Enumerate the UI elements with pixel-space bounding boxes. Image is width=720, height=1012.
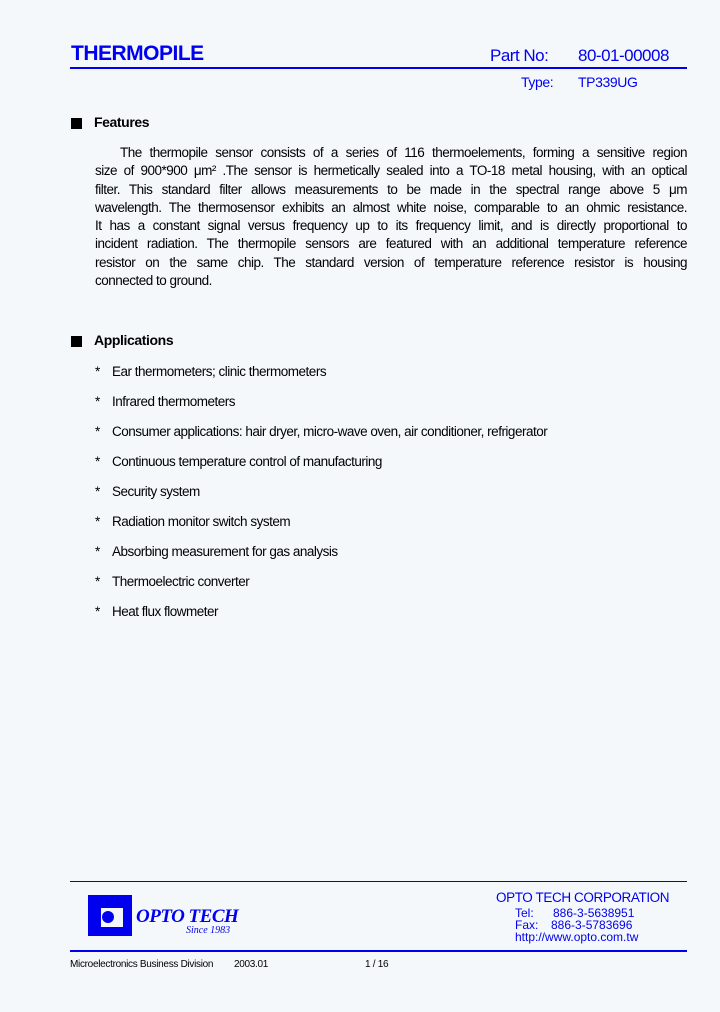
part-no-label: Part No: bbox=[490, 46, 549, 65]
footer-rule-bottom bbox=[70, 950, 687, 952]
features-line: connected to ground. bbox=[95, 273, 212, 289]
features-heading: Features bbox=[94, 114, 150, 130]
logo-text: OPTO TECH bbox=[136, 906, 239, 927]
application-item: Ear thermometers; clinic thermometers bbox=[112, 364, 327, 379]
application-item: Radiation monitor switch system bbox=[112, 514, 291, 529]
features-line: resistor on the same chip. The standard version of temperature reference resistor is housing bbox=[95, 254, 687, 270]
application-item: Consumer applications: hair dryer, micro-wave oven, air conditioner, refrigerator bbox=[112, 424, 548, 439]
bullet-icon: * bbox=[95, 514, 100, 529]
division-text: Microelectronics Business Division bbox=[70, 959, 214, 970]
features-line: wavelength. The thermosensor exhibits an almost white noise, comparable to an ohmic resistance. bbox=[95, 199, 687, 215]
header-rule bbox=[70, 67, 687, 69]
company-logo bbox=[88, 895, 132, 936]
page-number: 1 / 16 bbox=[365, 959, 389, 970]
bullet-icon: * bbox=[95, 484, 100, 499]
section-bullet-icon bbox=[71, 118, 82, 129]
features-line: incident radiation. The thermopile sensors are featured with an additional temperature reference bbox=[95, 236, 687, 252]
bullet-icon: * bbox=[95, 574, 100, 589]
fax-label: Fax: bbox=[515, 918, 539, 932]
bullet-icon: * bbox=[95, 394, 100, 409]
application-item: Continuous temperature control of manufacturing bbox=[112, 454, 382, 469]
bullet-icon: * bbox=[95, 364, 100, 379]
page-title: THERMOPILE bbox=[71, 42, 204, 65]
logo-dot bbox=[102, 911, 114, 923]
application-item: Heat flux flowmeter bbox=[112, 604, 219, 619]
application-item: Thermoelectric converter bbox=[112, 574, 250, 589]
bullet-icon: * bbox=[95, 454, 100, 469]
application-item: Security system bbox=[112, 484, 200, 499]
features-line: filter. This standard filter allows measurements to be made in the spectral range above 5 μm bbox=[95, 181, 687, 197]
bullet-icon: * bbox=[95, 604, 100, 619]
website-link[interactable]: http://www.opto.com.tw bbox=[515, 930, 639, 944]
features-paragraph bbox=[95, 144, 687, 290]
type-label: Type: bbox=[521, 74, 554, 90]
bullet-icon: * bbox=[95, 424, 100, 439]
features-line: It has a constant signal versus frequency up to its frequency limit, and is directly proportional to bbox=[95, 218, 687, 234]
date-text: 2003.01 bbox=[234, 959, 269, 970]
footer-rule-top bbox=[70, 881, 687, 882]
features-line: The thermopile sensor consists of a series of 116 thermoelements, forming a sensitive region bbox=[120, 145, 687, 160]
application-item: Absorbing measurement for gas analysis bbox=[112, 544, 338, 559]
section-bullet-icon bbox=[71, 336, 82, 347]
bullet-icon: * bbox=[95, 544, 100, 559]
fax-value: 886-3-5783696 bbox=[551, 918, 633, 932]
type-value: TP339UG bbox=[578, 74, 638, 90]
part-no-value: 80-01-00008 bbox=[578, 46, 669, 65]
features-line: size of 900*900 μm² .The sensor is hermetically sealed into a TO-18 metal housing, with an optical bbox=[95, 163, 687, 179]
company-name: OPTO TECH CORPORATION bbox=[496, 890, 670, 905]
tel-label: Tel: bbox=[515, 906, 534, 920]
application-item: Infrared thermometers bbox=[112, 394, 236, 409]
applications-heading: Applications bbox=[94, 332, 174, 348]
tel-value: 886-3-5638951 bbox=[553, 906, 635, 920]
logo-since: Since 1983 bbox=[186, 925, 231, 936]
